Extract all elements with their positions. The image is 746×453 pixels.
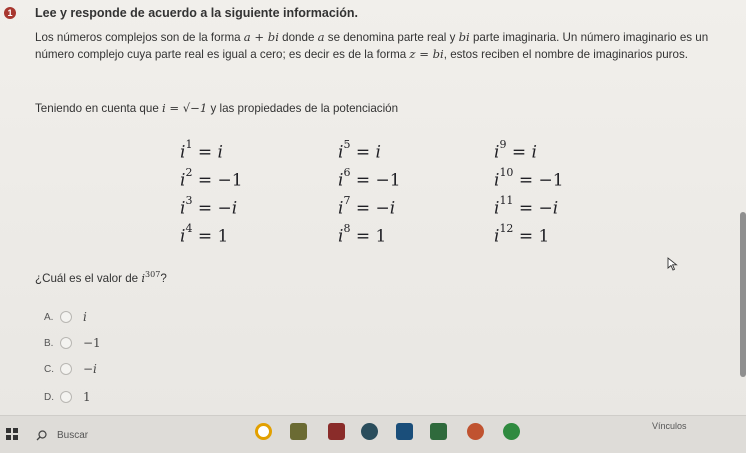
p1-text-3: se denomina parte real y: [324, 31, 459, 44]
radio-button[interactable]: [60, 363, 72, 375]
app-word-icon[interactable]: [396, 423, 413, 440]
app-folder-icon[interactable]: [290, 423, 307, 440]
radio-button[interactable]: [60, 311, 72, 323]
radio-button[interactable]: [60, 391, 72, 403]
app-excel-icon[interactable]: [430, 423, 447, 440]
power-eq: $i^9 = i$: [494, 138, 537, 163]
p1-text-5: , estos reciben el nombre de imaginarios puros.: [443, 48, 688, 61]
power-eq: $i^{10} = -1$: [494, 166, 564, 191]
instructions-title: Lee y responde de acuerdo a la siguiente información.: [35, 6, 359, 20]
p1-bi: bi: [458, 30, 470, 44]
power-eq: $i^2 = -1$: [180, 166, 243, 191]
power-eq: $i^3 = -i$: [180, 194, 238, 219]
option-a[interactable]: A. i: [44, 310, 87, 324]
power-eq: $i^8 = 1$: [338, 222, 387, 247]
taskbar: [0, 415, 746, 453]
power-eq: $i^{12} = 1$: [494, 222, 550, 247]
question-text: ¿Cuál es el valor de $i^{307}$?: [35, 270, 167, 285]
app-pdf-icon[interactable]: [328, 423, 345, 440]
option-c[interactable]: C. −i: [44, 362, 97, 376]
power-eq: $i^5 = i$: [338, 138, 381, 163]
p1-z: z = bi: [409, 47, 444, 61]
vertical-scrollbar[interactable]: [740, 212, 746, 377]
question-number-badge: 1: [4, 7, 16, 19]
search-icon: [36, 430, 47, 441]
p1-text-4: parte imaginaria. Un número imaginario es un número complejo cuya parte real es igual a cero; es decir es de la forma: [35, 31, 709, 61]
power-eq: $i^4 = 1$: [180, 222, 229, 247]
power-eq: $i^7 = -i$: [338, 194, 396, 219]
p2-i-def: i = √−1: [162, 101, 208, 115]
taskbar-search[interactable]: Buscar: [36, 425, 206, 445]
app-chrome-icon[interactable]: [503, 423, 520, 440]
p1-text-2: donde: [278, 31, 318, 44]
app-chat-icon[interactable]: [361, 423, 378, 440]
windows-start-icon[interactable]: [6, 428, 18, 440]
p2-text-1: Teniendo en cuenta que: [35, 102, 162, 115]
radio-button[interactable]: [60, 337, 72, 349]
p1-text-1: Los números complejos son de la forma: [35, 31, 244, 44]
p1-a: a: [317, 30, 325, 44]
option-d[interactable]: D. 1: [44, 390, 91, 404]
power-eq: $i^1 = i$: [180, 138, 223, 163]
mouse-cursor-icon: [667, 257, 679, 271]
option-b[interactable]: B. −1: [44, 336, 101, 350]
app-circle-icon[interactable]: [255, 423, 272, 440]
paragraph-complex-numbers: [35, 29, 715, 63]
power-eq: $i^6 = -1$: [338, 166, 401, 191]
taskbar-links-label[interactable]: Vínculos: [652, 421, 687, 431]
power-eq: $i^{11} = -i$: [494, 194, 559, 219]
paragraph-i-definition: [35, 100, 715, 117]
p2-text-2: y las propiedades de la potenciación: [207, 102, 399, 115]
p1-form: a + bi: [243, 30, 279, 44]
app-powerpoint-icon[interactable]: [467, 423, 484, 440]
